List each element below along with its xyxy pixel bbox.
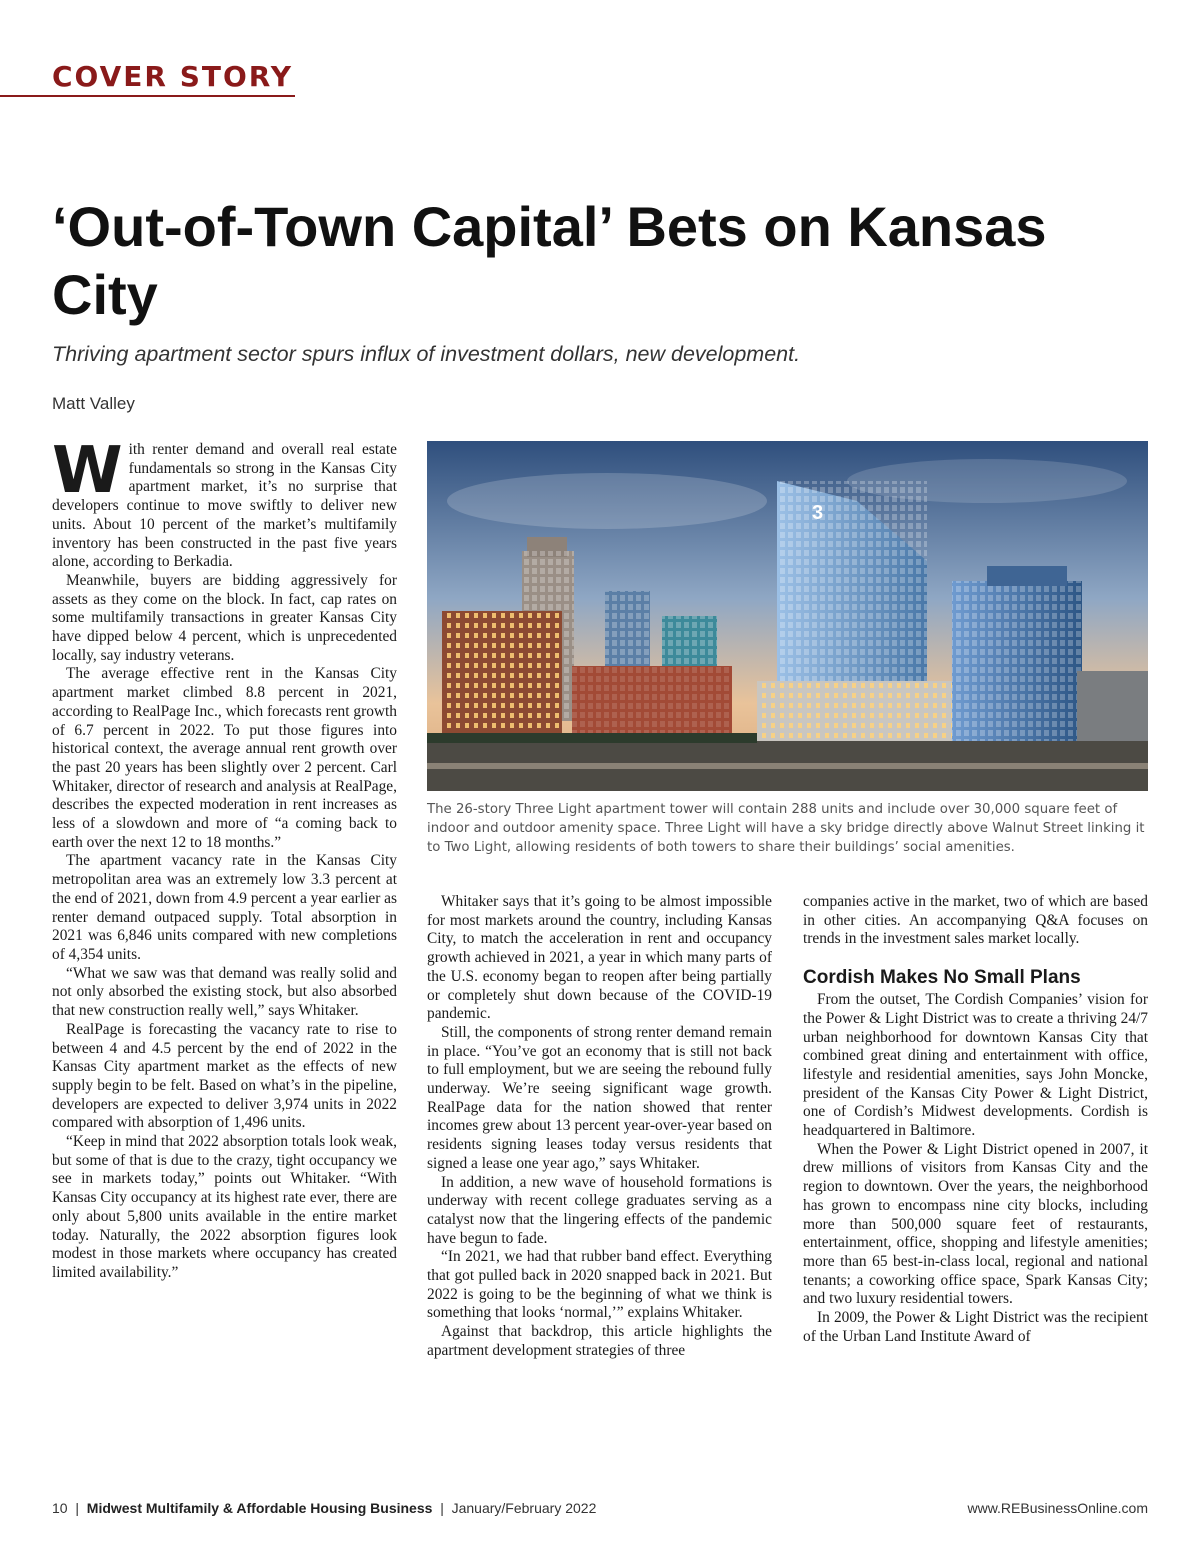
paragraph: The apartment vacancy rate in the Kansas City metropolitan area was an extremely low 3.3 percent at the end of 2021, down from 4.9 percent a year earlier as renter demand outpaced supply. Total absorption in 2021 was 6,846 units compared with new completions of 4,354 units. — [52, 852, 397, 963]
subhead: Cordish Makes No Small Plans — [803, 967, 1081, 989]
paragraph: The average effective rent in the Kansas City apartment market climbed 8.8 percent in 2021, according to RealPage Inc., which forecasts rent growth of 6.7 percent in 2022. To put those figures into historical context, the average annual rent growth over the past 20 years has been slightly over 2 percent. Carl Whitaker, director of research and analysis at RealPage, describes the expected moderation in rent increases as less of a slowdown and more of “a coming back to earth over the next 12 to 18 months.” — [52, 665, 397, 851]
building-photo — [427, 441, 1148, 791]
paragraph: RealPage is forecasting the vacancy rate to rise to between 4 and 4.5 percent by the end of 2022 in the Kansas City apartment market as the effects of new supply begin to be felt. Based on what’s in the pipeline, developers are expected to deliver 3,974 units in 2022 compared with absorption of 1,496 units. — [52, 1020, 397, 1132]
issue-date: January/February 2022 — [451, 1500, 597, 1516]
paragraph: companies active in the market, two of which are based in other cities. An accompanying Q&A focuses on trends in the investment sales market locally. — [803, 893, 1148, 948]
publication-name: Midwest Multifamily & Affordable Housing Business — [86, 1500, 433, 1516]
headline: ‘Out-of-Town Capital’ Bets on Kansas City — [52, 195, 1047, 326]
footer-left — [52, 1500, 596, 1516]
paragraph: “In 2021, we had that rubber band effect. Everything that got pulled back in 2020 snapped back in 2021. But 2022 is going to be the beginning of what we think is something that looks ‘normal,’” explains Whitaker. — [427, 1248, 772, 1322]
paragraph: Against that backdrop, this article highlights the apartment development strategies of three — [427, 1323, 772, 1359]
paragraph: Still, the components of strong renter demand remain in place. “You’ve got an economy that is still not back to full employment, but we are seeing the rebound fully underway. We’re seeing significant wage growth. RealPage data for the nation showed that renter incomes grew about 13 percent year-over-year based on residents signing leases today versus residents that signed a lease one year ago,” says Whitaker. — [427, 1023, 772, 1172]
byline: Matt Valley — [52, 394, 135, 413]
paragraph: “What we saw was that demand was really solid and not only absorbed the existing stock, but also absorbed that new construction really well,” says Whitaker. — [52, 964, 397, 1020]
section-label: COVER STORY — [52, 60, 294, 93]
article-column-1 — [52, 434, 397, 1283]
svg-text:3: 3 — [812, 502, 824, 524]
article-column-2 — [427, 893, 772, 1361]
photo-caption: The 26-story Three Light apartment tower will contain 288 units and include over 30,000 square feet of indoor and outdoor amenity space. Three Light will have a sky bridge directly above Walnut Street linking it to Two Light, allowing residents of both towers to share their buildings’ social amenities. — [427, 802, 1145, 855]
section-rule — [0, 95, 295, 97]
paragraph: “Keep in mind that 2022 absorption totals look weak, but some of that is due to the crazy, tight occupancy we see in markets today,” points out Whitaker. “With Kansas City occupancy at its highest rate ever, there are only about 5,800 units available in the entire market today. Naturally, the 2022 absorption figures look modest in those markets where occupancy has created limited availability.” — [52, 1133, 397, 1281]
article-column-3 — [803, 893, 1148, 1346]
page-number: 10 — [52, 1500, 68, 1516]
paragraph: In 2009, the Power & Light District was the recipient of the Urban Land Institute Award of — [803, 1309, 1148, 1345]
deck: Thriving apartment sector spurs influx of investment dollars, new development. — [52, 342, 801, 366]
paragraph: When the Power & Light District opened in 2007, it drew millions of visitors from Kansas City and the region to downtown. Over the years, the neighborhood has grown to encompass nine city blocks, including more than 500,000 square feet of restaurants, entertainment, office, shopping and lifestyle amenities; more than 65 best-in-class local, regional and national tenants; a coworking office space, Spark Kansas City; and two luxury residential towers. — [803, 1140, 1148, 1308]
footer-separator: | — [75, 1500, 79, 1516]
paragraph: Whitaker says that it’s going to be almost impossible for most markets around the country, including Kansas City, to match the acceleration in rent and occupancy growth achieved in 2021, a year in which many parts of the U.S. economy began to reopen after being partially or completely shut down because of the COVID-19 pandemic. — [427, 893, 772, 1023]
footer-separator: | — [440, 1500, 444, 1516]
paragraph: Meanwhile, buyers are bidding aggressively for assets as they come on the block. In fact, cap rates on some multifamily transactions in greater Kansas City have dipped below 4 percent, which is unprecedented locally, say industry veterans. — [52, 571, 397, 664]
paragraph: From the outset, The Cordish Companies’ vision for the Power & Light District was to create a thriving 24/7 urban neighborhood for downtown Kansas City that combined great dining and entertainment with office, lifestyle and residential amenities, says John Moncke, president of the Kansas City Power & Light District, one of Cordish’s Midwest developments. Cordish is headquartered in Baltimore. — [803, 991, 1148, 1140]
drop-cap: W — [52, 434, 123, 508]
paragraph: In addition, a new wave of household formations is underway with recent college graduates serving as a catalyst now that the lingering effects of the pandemic have begun to fade. — [427, 1173, 772, 1247]
website-link[interactable]: www.REBusinessOnline.com — [967, 1500, 1148, 1516]
paragraph: With renter demand and overall real estate fundamentals so strong in the Kansas City apartment market, it’s no surprise that developers continue to move swiftly to deliver new units. About 10 percent of the market’s multifamily inventory has been constructed in the past five years alone, according to Berkadia. — [52, 434, 397, 571]
